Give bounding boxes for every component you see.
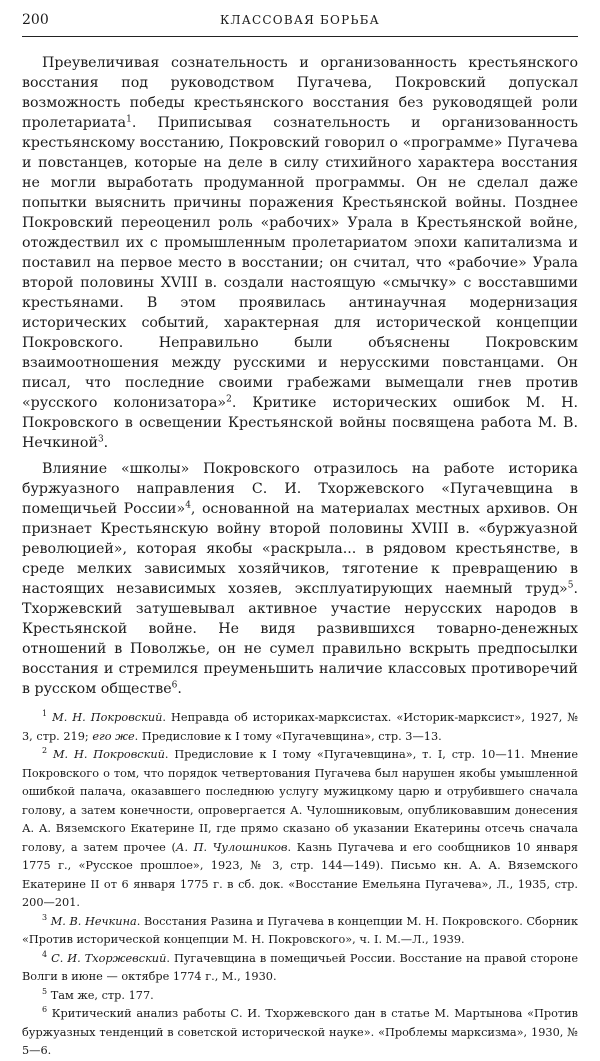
footnote-text: Критический анализ работы С. И. Тхоржевского дан в статье М. Мартынова «Против буржуазных тенденций в советской исторической науке». «Проблемы марксизма», 1930, № 5—6. [22, 1007, 579, 1057]
paragraph-text: . Критике исторических ошибок М. Н. Покровского в освещении Крестьянской войны посвящена работа М. В. Нечкиной [22, 395, 578, 451]
footnote [22, 950, 578, 987]
body-paragraph [22, 459, 578, 699]
footnote-ref: 6 [171, 680, 178, 691]
footnote-author: М. Н. Покровский [52, 711, 163, 724]
footnote [22, 987, 578, 1006]
footnote-author: С. И. Тхоржевский [51, 951, 167, 965]
header-rule [22, 36, 578, 37]
footnote-author: его же [92, 729, 135, 743]
footnote-mark: 3 [42, 912, 48, 922]
footnote-text: . Предисловие к I тому «Пугачевщина», стр. 3—13. [134, 729, 442, 743]
footnote-text: . Пугачевщина в помещичьей России. Восстание на правой стороне Волги в июне — октябре 1774 г., М., 1930. [22, 951, 579, 983]
paragraph-text: . Приписывая сознательность и организованность крестьянскому восстанию, Покровский говорил о «программе» Пугачева и повстанцев, которые на деле в силу стихийного характера восстания не могли выработать продуманной программы. Он не сделал даже попытки выяснить причины поражения Крестьянской войны. Позднее Покровский переоценил роль «рабочих» Урала в Крестьянской войне, отождествил их с промышленным пролетариатом эпохи капитализма и поставил на первое место в восстании; он считал, что «рабочие» Урала второй половины XVIII в. создали настоящую «смычку» с восставшими крестьянами. В этом проявилась антинаучная модернизация исторических событий, характерная для исторической концепции Покровского. Неправильно были объяснены Покровским взаимоотношения между русскими и нерусскими повстанцами. Он писал, что последние своими грабежами вымещали гнев против «русского колонизатора» [22, 115, 578, 411]
footnote-mark: 4 [42, 949, 48, 959]
footnote-mark: 5 [42, 986, 48, 996]
footnote-ref: 2 [226, 394, 232, 405]
footnote-author: М. Н. Покровский [52, 748, 165, 761]
body-paragraph [22, 53, 578, 453]
footnote [22, 746, 578, 913]
footnote-author: А. П. Чулошников [175, 840, 288, 854]
paragraph-text: Преувеличивая сознательность и организованность крестьянского восстания под руководством Пугачева, Покровский допускал возможность победы крестьянского восстания без руководящей роли пролетариата [22, 55, 578, 131]
footnote-ref: 1 [126, 114, 132, 125]
footnote [22, 709, 578, 746]
footnote [22, 1005, 578, 1061]
footnote-text: Там же, стр. 177. [50, 988, 154, 1002]
footnotes [22, 709, 578, 1061]
running-head: КЛАССОВАЯ БОРЬБА [220, 13, 380, 27]
page-number: 200 [22, 12, 49, 28]
paragraph-text: . [177, 681, 182, 697]
footnote-mark: 1 [42, 709, 48, 719]
footnote-text: . Казнь Пугачева и его сообщников 10 января 1775 г., «Русское прошлое», 1923, № 3, стр. 144—149). Письмо кн. А. А. Вяземского Екатерине II от 6 января 1775 г. в сб. док. «Восстание Емельяна Пугачева», Л., 1935, стр. 200—201. [22, 840, 578, 909]
footnote-author: М. В. Нечкина [50, 914, 137, 928]
paragraph-text: Влияние «школы» Покровского отразилось на работе историка буржуазного направления С. И. Тхоржевского «Пугачевщина в помещичьей России» [22, 461, 578, 517]
paragraph-text: . [103, 435, 109, 451]
footnote-mark: 2 [42, 746, 48, 756]
footnote-text: . Предисловие к I тому «Пугачевщина», т. I, стр. 10—11. Мнение Покровского о том, что порядок четвертования Пугачева был нарушен якобы умышленной ошибкой палача, оказавшего последнюю услугу мужицкому царю и отрубившего сначала голову, а затем конечности, опровергается А. Чулошниковым, опубликовавшим донесения А. А. Вяземского Екатерине II, где прямо сказано об указании Екатерины отсечь сначала голову, а затем прочее ( [22, 748, 579, 854]
paragraph-text: , основанной на материалах местных архивов. Он признает Крестьянскую войну второй половины XVIII в. «буржуазной революцией», которая якобы «раскрыла... в рядовом крестьянстве, в среде мелких зависимых хозяйчиков, тяготение к превращению в настоящих независимых хозяев, эксплуатирующих наемный труд» [22, 501, 578, 597]
page-header [22, 12, 578, 36]
footnote-mark: 6 [42, 1005, 48, 1015]
paragraph-text: . Тхоржевский затушевывал активное участие нерусских народов в Крестьянской войне. Не видя развившихся товарно-денежных отношений в Поволжье, он не сумел правильно вскрыть предпосылки восстания и стремился преуменьшить наличие классовых противоречий в русском обществе [22, 581, 578, 697]
footnote-text: . Неправда об историках-марксистах. «Историк-марксист», 1927, № 3, стр. 219; [22, 711, 579, 743]
footnote-ref: 5 [567, 580, 574, 591]
footnote-ref: 3 [97, 434, 104, 445]
footnote [22, 913, 578, 950]
footnote-text: . Восстания Разина и Пугачева в концепции М. Н. Покровского. Сборник «Против исторической концепции М. Н. Покровского», ч. I. М.—Л., 1939. [22, 914, 579, 946]
footnote-ref: 4 [185, 500, 191, 511]
